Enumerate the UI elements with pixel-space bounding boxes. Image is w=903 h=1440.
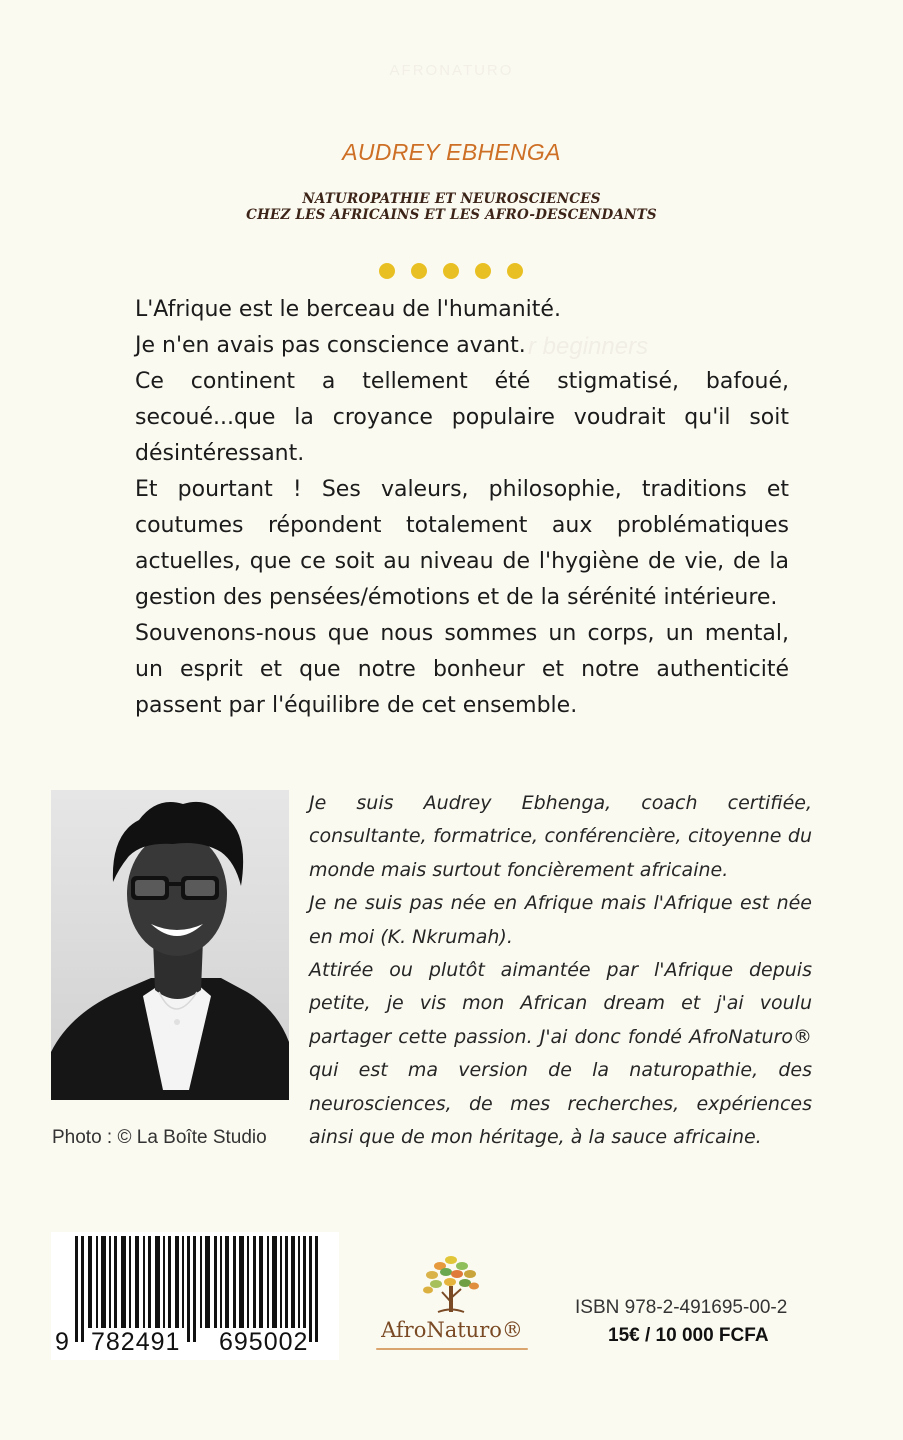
bio-paragraph: Je suis Audrey Ebhenga, coach certifiée, consultante, formatrice, conférencière, citoyenne du monde mais surtout foncièrement africaine. <box>309 792 812 881</box>
author-photo <box>51 790 289 1100</box>
blurb-paragraph: Je n'en avais pas conscience avant. <box>135 333 526 358</box>
tree-logo-icon <box>366 1252 538 1318</box>
blurb-paragraph: Souvenons-nous que nous sommes un corps, un mental, un esprit et que notre bonheur et notre authenticité passent par l'équilibre de cet ensemble. <box>135 621 789 718</box>
book-subtitle <box>0 191 903 223</box>
subtitle-line-2: CHEZ LES AFRICAINS ET LES AFRO-DESCENDANTS <box>246 207 657 223</box>
blurb-paragraph: Et pourtant ! Ses valeurs, philosophie, traditions et coutumes répondent totalement aux problématiques actuelles, que ce soit au niveau de l'hygiène de vie, de la gestion des pensées/émotions et de la sérénité intérieure. <box>135 477 789 610</box>
barcode-group-2: 695002 <box>219 1328 309 1356</box>
logo-underline <box>376 1348 528 1350</box>
blurb-text <box>135 292 789 724</box>
author-bio <box>309 787 812 1154</box>
divider-dot <box>507 263 523 279</box>
logo-wordmark: AfroNaturo® <box>381 1318 523 1342</box>
dot-divider <box>379 263 523 279</box>
afronaturo-logo <box>366 1252 538 1352</box>
price-text: 15€ / 10 000 FCFA <box>608 1325 769 1346</box>
subtitle-line-1: NATUROPATHIE ET NEUROSCIENCES <box>302 191 601 207</box>
isbn-barcode <box>51 1232 339 1360</box>
divider-dot <box>411 263 427 279</box>
barcode-number <box>51 1328 339 1358</box>
author-name: AUDREY EBHENGA <box>342 139 561 165</box>
bio-paragraph: Je ne suis pas née en Afrique mais l'Afrique est née en moi (K. Nkrumah). <box>309 892 812 948</box>
author-portrait-image <box>51 790 289 1100</box>
barcode-digit-first: 9 <box>55 1328 69 1356</box>
photo-credit: Photo : © La Boîte Studio <box>52 1127 267 1148</box>
divider-dot <box>475 263 491 279</box>
blurb-paragraph: L'Afrique est le berceau de l'humanité. <box>135 297 561 322</box>
ghost-watermark-text: r beginners <box>528 333 649 360</box>
bio-paragraph: Attirée ou plutôt aimantée par l'Afrique depuis petite, je vis mon African dream et j'ai voulu partager cette passion. J'ai donc fondé AfroNaturo® qui est ma version de la naturopathie, des neurosciences, de mes recherches, expériences ainsi que de mon héritage, à la sauce africaine. <box>309 959 812 1149</box>
series-watermark: AFRONATURO <box>389 62 514 79</box>
barcode-group-1: 782491 <box>91 1328 181 1356</box>
divider-dot <box>379 263 395 279</box>
divider-dot <box>443 263 459 279</box>
blurb-paragraph: Ce continent a tellement été stigmatisé, bafoué, secoué...que la croyance populaire voudrait qu'il soit désintéressant. <box>135 369 789 466</box>
isbn-text: ISBN 978-2-491695-00-2 <box>575 1297 788 1318</box>
